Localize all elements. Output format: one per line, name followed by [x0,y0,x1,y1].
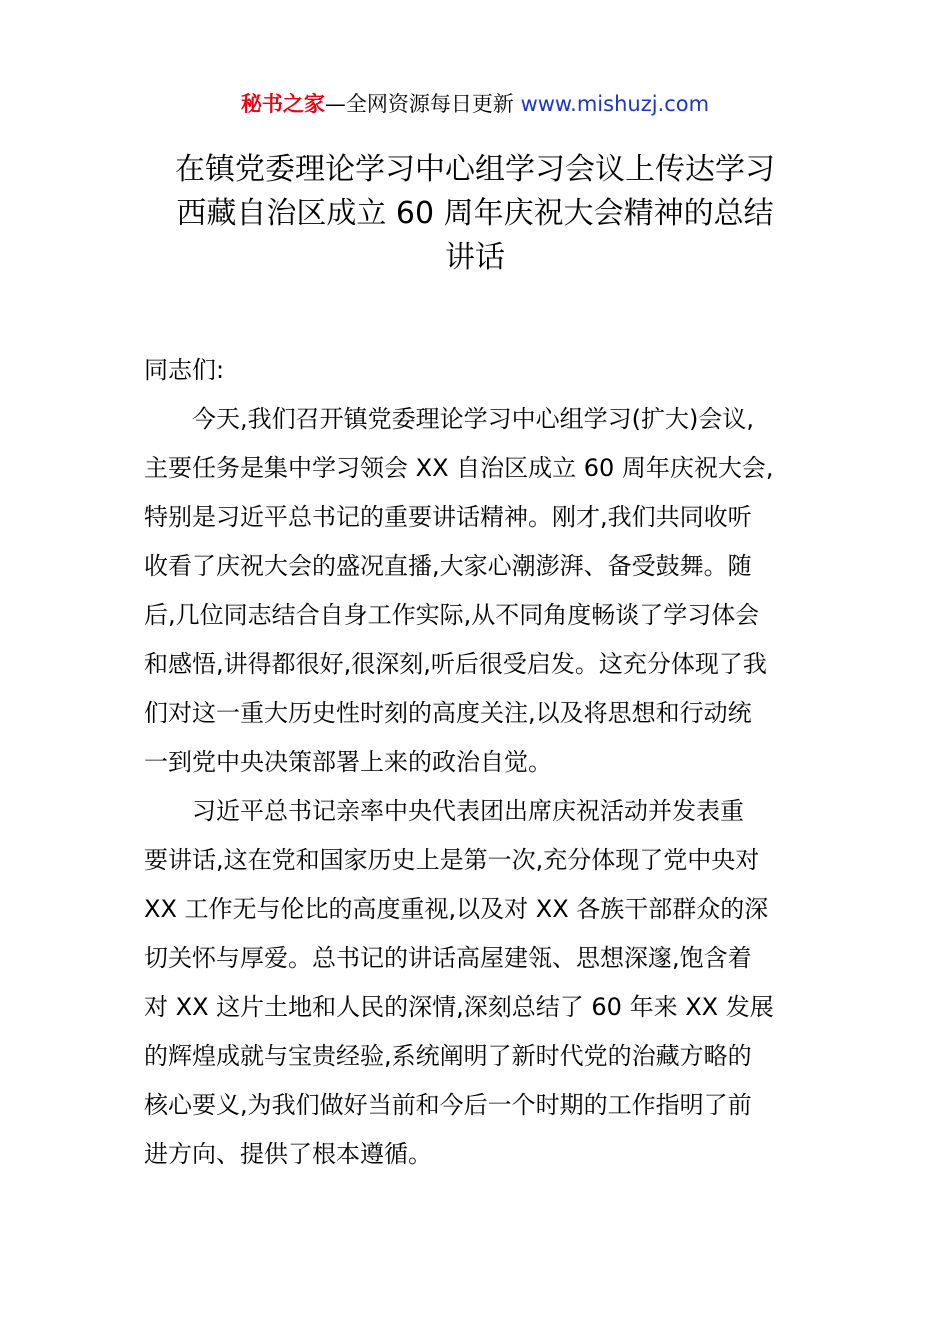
brand-name: 秘书之家 [240,92,325,116]
header-tagline: —全网资源每日更新 [324,92,521,116]
document-title [140,148,810,280]
site-url-link[interactable]: www.mishuzj.com [520,92,710,116]
paragraph-line: 特别是习近平总书记的重要讲话精神。刚才,我们共同收听 [144,503,752,531]
paragraph-line: 收看了庆祝大会的盛况直播,大家心潮澎湃、备受鼓舞。随 [144,552,752,580]
paragraph-line: 今天,我们召开镇党委理论学习中心组学习(扩大)会议, [192,405,754,433]
paragraph-line: 习近平总书记亲率中央代表团出席庆祝活动并发表重 [192,797,744,825]
paragraph-line: 后,几位同志结合自身工作实际,从不同角度畅谈了学习体会 [144,601,760,629]
document-body [144,346,810,1179]
paragraph-line: 切关怀与厚爱。总书记的讲话高屋建瓴、思想深邃,饱含着 [144,944,752,972]
paragraph-line: 核心要义,为我们做好当前和今后一个时期的工作指明了前 [144,1091,752,1119]
paragraph-line: 们对这一重大历史性时刻的高度关注,以及将思想和行动统 [144,699,752,727]
paragraph-line: 和感悟,讲得都很好,很深刻,听后很受启发。这充分体现了我 [144,650,767,678]
paragraph-line: 要讲话,这在党和国家历史上是第一次,充分体现了党中央对 [144,846,760,874]
paragraph-line: XX 工作无与伦比的高度重视,以及对 XX 各族干部群众的深 [144,895,769,923]
paragraph-line: 的辉煌成就与宝贵经验,系统阐明了新时代党的治藏方略的 [144,1042,752,1070]
title-line: 讲话 [445,240,505,275]
paragraph-line: 进方向、提供了根本遵循。 [144,1140,432,1168]
paragraph-line: 一到党中央决策部署上来的政治自觉。 [144,748,552,776]
paragraph-line: 对 XX 这片土地和人民的深情,深刻总结了 60 年来 XX 发展 [144,993,774,1021]
site-header [0,88,950,120]
title-line: 西藏自治区成立 60 周年庆祝大会精神的总结 [176,196,774,231]
salutation: 同志们: [144,356,225,384]
paragraph-line: 主要任务是集中学习领会 XX 自治区成立 60 周年庆祝大会, [144,454,774,482]
title-line: 在镇党委理论学习中心组学习会议上传达学习 [175,152,775,187]
